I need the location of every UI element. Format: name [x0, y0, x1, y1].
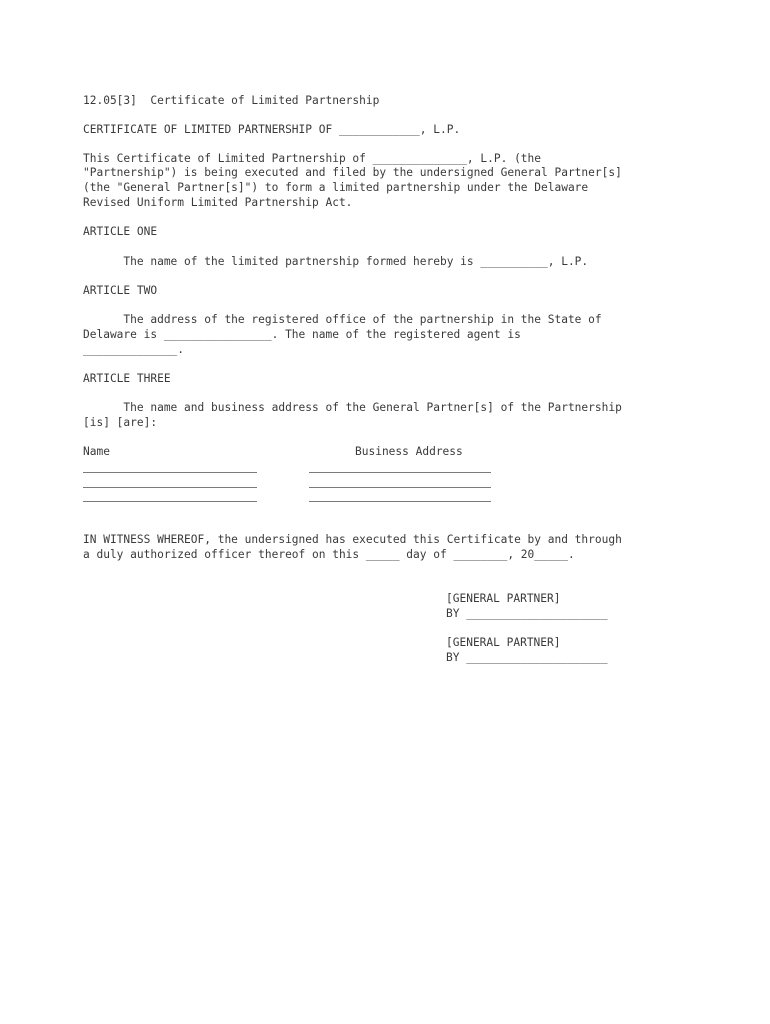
signature-role-1: [GENERAL PARTNER] — [446, 592, 561, 605]
article-one-text: The name of the limited partnership formed hereby is __________, L.P. — [83, 255, 589, 268]
name-blank-1 — [83, 472, 257, 473]
witness-line-1: IN WITNESS WHEREOF, the undersigned has executed this Certificate by and through — [83, 533, 622, 546]
intro-line-3: (the "General Partner[s]") to form a limited partnership under the Delaware — [83, 181, 589, 194]
article-three-line-1: The name and business address of the General Partner[s] of the Partnership — [83, 401, 622, 414]
article-two-line-2: Delaware is ________________. The name of the registered agent is — [83, 328, 521, 341]
certificate-title: CERTIFICATE OF LIMITED PARTNERSHIP OF ____________, L.P. — [83, 123, 461, 136]
signature-by-2: BY _____________________ — [446, 651, 608, 664]
signature-role-2: [GENERAL PARTNER] — [446, 636, 561, 649]
address-column-header: Business Address — [355, 445, 463, 458]
address-blank-1 — [309, 472, 491, 473]
name-blank-3 — [83, 501, 257, 502]
article-three-heading: ARTICLE THREE — [83, 372, 171, 385]
intro-line-1: This Certificate of Limited Partnership of ______________, L.P. (the — [83, 152, 542, 165]
signature-by-1: BY _____________________ — [446, 607, 608, 620]
document-heading: 12.05[3] Certificate of Limited Partnership — [83, 94, 380, 107]
article-two-line-3: ______________. — [83, 343, 185, 356]
intro-line-2: "Partnership") is being executed and filed by the undersigned General Partner[s] — [83, 166, 622, 179]
name-column-header: Name — [83, 445, 110, 458]
name-blank-2 — [83, 487, 257, 488]
intro-line-4: Revised Uniform Limited Partnership Act. — [83, 196, 353, 209]
address-blank-3 — [309, 501, 491, 502]
article-two-line-1: The address of the registered office of the partnership in the State of — [83, 313, 602, 326]
article-three-line-2: [is] [are]: — [83, 416, 158, 429]
article-two-heading: ARTICLE TWO — [83, 284, 158, 297]
address-blank-2 — [309, 487, 491, 488]
witness-line-2: a duly authorized officer thereof on this _____ day of ________, 20_____. — [83, 548, 575, 561]
article-one-heading: ARTICLE ONE — [83, 225, 158, 238]
